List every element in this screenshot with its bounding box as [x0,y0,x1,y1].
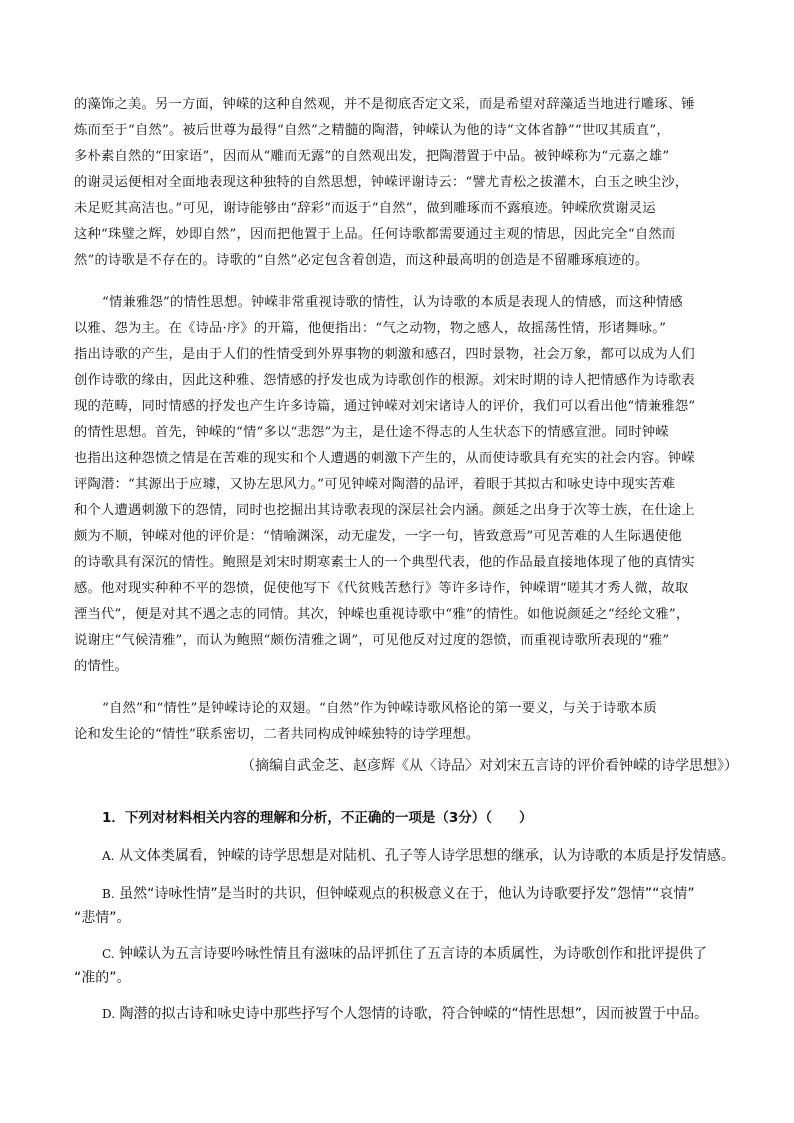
text-line: 说谢庄“气候清雅”，而认为鲍照“颇伤清雅之调”，可见他反对过度的怨愤，而重视诗歌所表现的“雅” [74,633,670,648]
option-letter: B. [102,887,115,901]
source-citation: （摘编自武金芝、赵彦辉《从〈诗品〉对刘宋五言诗的评价看钟嵘的诗学思想》） [241,758,738,774]
text-line: 的谢灵运便相对全面地表现这种独特的自然思想，钟嵘评谢诗云：“譬尤青松之拔灌木，白玉之映尘沙， [74,175,689,190]
option-text: 钟嵘认为五言诗要吟咏性情且有滋味的品评抓住了五言诗的本质属性，为诗歌创作和批评提供了 [119,946,708,962]
question-title: 1．下列对材料相关内容的理解和分析，不正确的一项是（3分）（ ） [102,810,533,826]
text-line: 和个人遭遇刺激下的怨情，同时也挖掘出其诗歌表现的深层社会内涵。颜延之出身于次等士族，在仕途上 [74,503,695,518]
option-text: 从文体类属看，钟嵘的诗学思想是对陆机、孔子等人诗学思想的继承，认为诗歌的本质是抒发情感。 [118,848,735,864]
text-line: 的诗歌具有深沉的情性。鲍照是刘宋时期寒素士人的一个典型代表，他的作品最直接地体现了他的真情实 [74,555,695,570]
option-letter: C. [102,947,115,961]
text-line: 炼而至于“自然”。被后世尊为最得“自然”之精髓的陶潜，钟嵘认为他的诗“文体省静”“世叹其质直”， [74,123,670,138]
text-line: 创作诗歌的缘由，因此这种雅、怨情感的抒发也成为诗歌创作的根源。刘宋时期的诗人把情感作为诗歌表 [74,373,695,388]
option-b[interactable] [102,884,695,904]
text-line: 的情性思想。首先，钟嵘的“情”多以“悲怨”为主，是仕途不得志的人生状态下的情感宣泄。同时钟嵘 [74,425,669,440]
option-letter: A. [102,849,115,863]
text-line: 然”的诗歌是不存在的。诗歌的“自然”必定包含着创造，而这种最高明的创造是不留雕琢痕迹的。 [74,253,649,268]
option-b-continuation: “悲情”。 [74,910,131,926]
text-line: 颇为不顺，钟嵘对他的评价是：“情喻渊深，动无虚发，一字一句，皆致意焉”可见苦难的人生际遇使他 [74,529,682,544]
text-line: 也指出这种怨愤之情是在苦难的现实和个人遭遇的刺激下产生的，从而使诗歌具有充实的社会内容。钟嵘 [74,451,695,466]
option-c-continuation: “准的”。 [74,970,131,986]
text-line: 现的范畴，同时情感的抒发也产生许多诗篇，通过钟嵘对刘宋诸诗人的评价，我们可以看出他“情兼雅怨” [74,399,696,414]
text-line: 论和发生论的“情性”联系密切，二者共同构成钟嵘独特的诗学理想。 [74,727,480,742]
text-line: “情兼雅怨”的情性思想。钟嵘非常重视诗歌的情性，认为诗歌的本质是表现人的情感，而这种情感 [102,295,683,310]
text-line: 评陶潜：“其源出于应璩，又协左思风力。”可见钟嵘对陶潜的品评，着眼于其拟古和咏史诗中现实苦难 [74,477,676,492]
text-line: 多朴素自然的“田家语”，因而从“雕而无露”的自然观出发，把陶潜置于中品。被钟嵘称为“元嘉之雄” [74,149,670,164]
text-line: 以雅、怨为主。在《诗品·序》的开篇，他便指出：“气之动物，物之感人，故摇荡性情，形诸舞咏。” [74,321,667,336]
option-a[interactable] [102,846,735,866]
option-c[interactable] [102,944,707,964]
option-letter: D. [102,1007,116,1021]
text-line: “自然”和“情性”是钟嵘诗论的双翅。“自然”作为钟嵘诗歌风格论的第一要义，与关于诗歌本质 [102,701,657,716]
text-line: 感。他对现实种种不平的怨愤，促使他写下《代贫贱苦愁行》等许多诗作，钟嵘谓“嗟其才秀人微，故取 [74,581,689,596]
text-line: 指出诗歌的产生，是由于人们的性情受到外界事物的刺激和感召，四时景物，社会万象，都可以成为人们 [74,347,695,362]
text-line: 这种“珠璧之辉，妙即自然”，因而把他置于上品。任何诗歌都需要通过主观的情思，因此完全“自然而 [74,227,676,242]
text-line: 未足贬其高洁也。”可见，谢诗能够由“辞彩”而返于“自然”，做到雕琢而不露痕迹。钟嵘欣赏谢灵运 [74,201,656,216]
option-text: 陶潜的拟古诗和咏史诗中那些抒写个人怨情的诗歌，符合钟嵘的“情性思想”，因而被置于中品。 [119,1006,708,1022]
option-text: 虽然“诗咏性情”是当时的共识，但钟嵘观点的积极意义在于，他认为诗歌要抒发”怨情”“哀情” [119,886,695,902]
text-line: 的藻饰之美。另一方面，钟嵘的这种自然观，并不是彻底否定文采，而是希望对辞藻适当地进行雕琢、锤 [74,97,695,112]
text-line: 湮当代”，便是对其不遇之志的同情。其次，钟嵘也重视诗歌中“雅”的情性。如他说颜延之“经纶文雅”， [74,607,690,622]
option-d[interactable] [102,1004,708,1024]
text-line: 的情性。 [74,659,128,674]
